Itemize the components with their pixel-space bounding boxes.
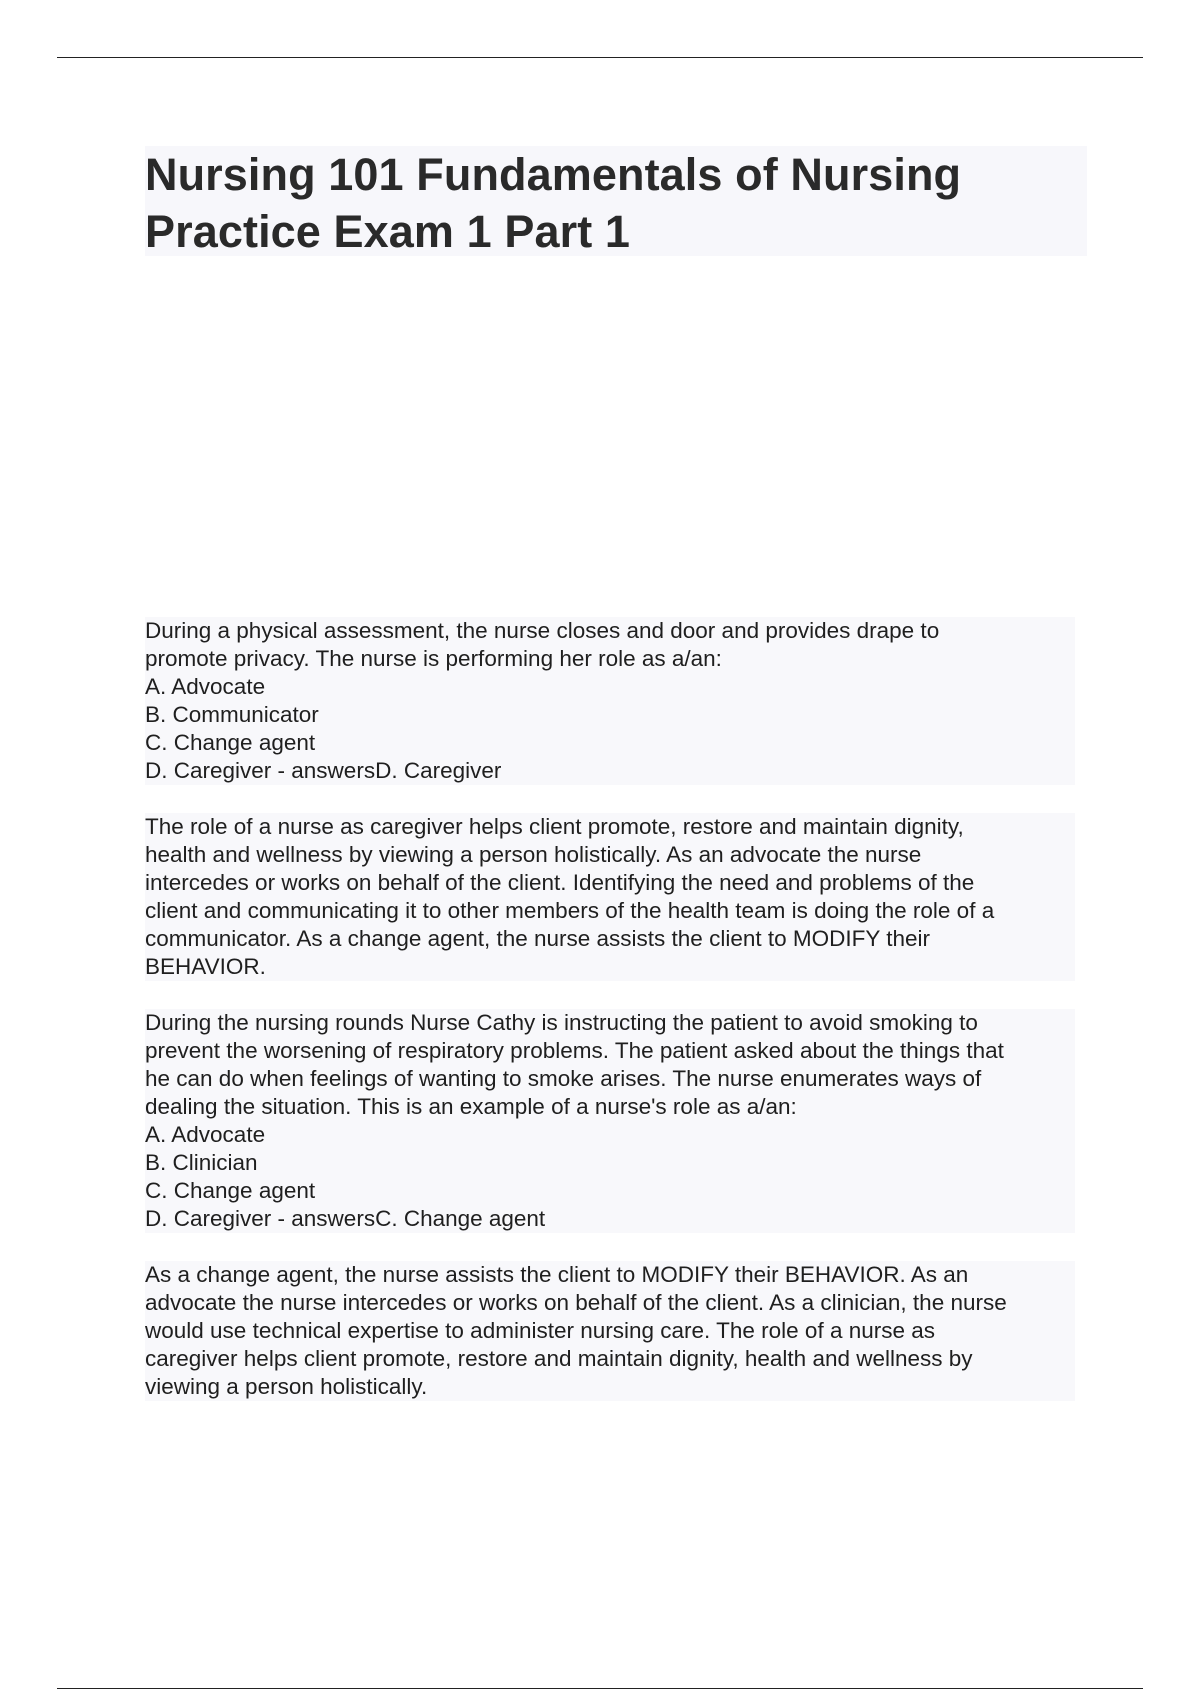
question-text-line: During a physical assessment, the nurse closes and door and provides drape to xyxy=(145,618,940,643)
question-text-line: promote privacy. The nurse is performing her role as a/an: xyxy=(145,646,722,671)
document-body xyxy=(145,617,1075,1429)
title-block xyxy=(145,146,1087,256)
rationale-line: caregiver helps client promote, restore and maintain dignity, health and wellness by xyxy=(145,1346,973,1371)
rationale-block-1 xyxy=(145,813,1075,981)
question-block-1 xyxy=(145,617,1075,785)
answer-option: A. Advocate xyxy=(145,674,266,699)
answer-option: B. Communicator xyxy=(145,702,319,727)
question-text-line: prevent the worsening of respiratory problems. The patient asked about the things that xyxy=(145,1038,1004,1063)
top-rule xyxy=(57,57,1143,58)
rationale-block-2 xyxy=(145,1261,1075,1401)
answer-option: B. Clinician xyxy=(145,1150,258,1175)
page-title xyxy=(145,146,1087,260)
answer-option: C. Change agent xyxy=(145,730,316,755)
rationale-line: intercedes or works on behalf of the client. Identifying the need and problems of the xyxy=(145,870,975,895)
rationale-line: As a change agent, the nurse assists the client to MODIFY their BEHAVIOR. As an xyxy=(145,1262,969,1287)
rationale-line: BEHAVIOR. xyxy=(145,954,266,979)
question-text-line: he can do when feelings of wanting to smoke arises. The nurse enumerates ways of xyxy=(145,1066,982,1091)
title-line: Practice Exam 1 Part 1 xyxy=(145,206,631,257)
rationale-line: viewing a person holistically. xyxy=(145,1374,428,1399)
question-text-line: During the nursing rounds Nurse Cathy is instructing the patient to avoid smoking to xyxy=(145,1010,978,1035)
rationale-line: health and wellness by viewing a person holistically. As an advocate the nurse xyxy=(145,842,922,867)
rationale-line: The role of a nurse as caregiver helps client promote, restore and maintain dignity, xyxy=(145,814,964,839)
question-text-line: dealing the situation. This is an example of a nurse's role as a/an: xyxy=(145,1094,797,1119)
rationale-line: would use technical expertise to administer nursing care. The role of a nurse as xyxy=(145,1318,936,1343)
question-block-2 xyxy=(145,1009,1075,1233)
answer-option: C. Change agent xyxy=(145,1178,316,1203)
answer-line: D. Caregiver - answersD. Caregiver xyxy=(145,758,502,783)
rationale-line: communicator. As a change agent, the nurse assists the client to MODIFY their xyxy=(145,926,930,951)
rationale-line: advocate the nurse intercedes or works on behalf of the client. As a clinician, the nurse xyxy=(145,1290,1007,1315)
answer-option: A. Advocate xyxy=(145,1122,266,1147)
rationale-line: client and communicating it to other members of the health team is doing the role of a xyxy=(145,898,995,923)
title-line: Nursing 101 Fundamentals of Nursing xyxy=(145,149,962,200)
answer-line: D. Caregiver - answersC. Change agent xyxy=(145,1206,546,1231)
bottom-rule xyxy=(57,1688,1143,1689)
